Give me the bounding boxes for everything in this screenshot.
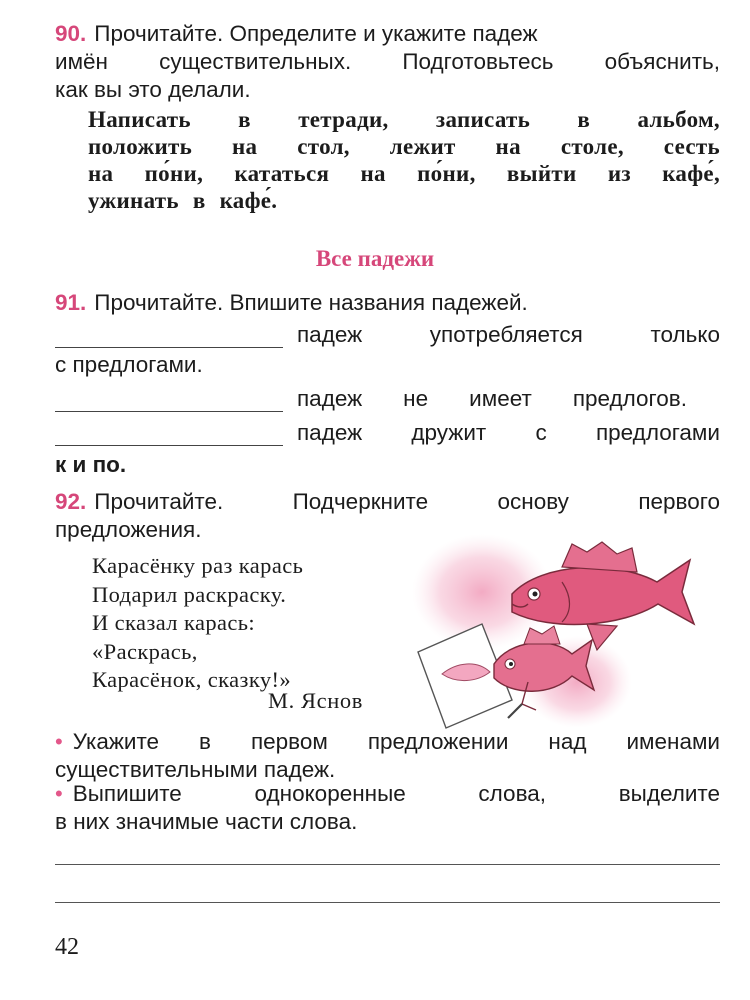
exercise-92-line-1: Прочитайте. Подчеркните основу первого: [94, 489, 720, 514]
word: из: [607, 161, 631, 186]
word: кафе́.: [219, 188, 278, 213]
word: в: [577, 107, 591, 132]
exercise-91-number: 91.: [55, 290, 87, 315]
exercise-92-number: 92.: [55, 489, 87, 514]
poem-line-5: Карасёнок, сказку!»: [92, 667, 292, 692]
word: падеж: [297, 386, 363, 411]
word: Написать: [88, 107, 191, 132]
exercise-90-line-1: Прочитайте. Определите и укажите падеж: [94, 21, 538, 46]
task-1-line-2: существительными падеж.: [55, 757, 336, 782]
task-2: [55, 780, 720, 836]
phrase-line-1: [88, 106, 720, 133]
task-2-line-2: в них значимые части слова.: [55, 809, 358, 834]
exercise-91-text: Прочитайте. Впишите названия падежей.: [94, 290, 528, 315]
word: ужинать: [88, 188, 179, 213]
word: на: [360, 161, 386, 186]
poem-author: М. Яснов: [268, 688, 363, 713]
fill-row-1-continuation: с предлогами.: [55, 352, 203, 377]
task-1-line-1: Укажите в первом предложении над именами: [72, 729, 720, 754]
word: употребляется: [429, 322, 583, 347]
section-title: Все падежи: [315, 246, 435, 271]
exercise-90-number: 90.: [55, 21, 87, 46]
answer-blank-2[interactable]: [55, 389, 283, 412]
exercise-90-phrases: [88, 106, 720, 214]
fill-row-1: [55, 322, 720, 348]
word: имеет: [469, 386, 532, 411]
word: записать: [435, 107, 531, 132]
exercise-92-line-2: предложения.: [55, 517, 202, 542]
bullet-icon: •: [55, 781, 63, 806]
exercise-90-line-3: как вы это делали.: [55, 77, 251, 102]
fill-row-3-continuation: к и по.: [55, 452, 127, 477]
fill-row-3: [55, 420, 720, 446]
word: на: [495, 134, 521, 159]
phrase-line-3: [88, 160, 720, 187]
word: положить: [88, 134, 193, 159]
word: с: [535, 420, 547, 445]
fill-row-2: [55, 386, 720, 412]
word: по́ни,: [417, 161, 476, 186]
word: предлогов.: [572, 386, 687, 411]
word: кафе́,: [662, 161, 720, 186]
fish-illustration: [412, 532, 702, 732]
poem: [92, 552, 303, 695]
bullet-icon: •: [55, 729, 63, 754]
task-2-line-1: Выпишите однокоренные слова, выделите: [72, 781, 720, 806]
word: тетради,: [298, 107, 389, 132]
word: на: [88, 161, 114, 186]
answer-line-2[interactable]: [55, 902, 720, 903]
answer-blank-1[interactable]: [55, 325, 283, 348]
word: в: [192, 188, 206, 213]
word: сесть: [663, 134, 720, 159]
word: столе,: [560, 134, 624, 159]
poem-line-2: Подарил раскраску.: [92, 581, 287, 607]
poem-line-1: Карасёнку раз карась: [92, 553, 304, 578]
answer-blank-3[interactable]: [55, 423, 283, 446]
phrase-line-4: [88, 187, 720, 214]
answer-line-1[interactable]: [55, 864, 720, 865]
word: в: [238, 107, 251, 132]
page-number: 42: [55, 934, 79, 960]
word: выйти: [506, 161, 577, 186]
poem-line-3: И сказал карась:: [92, 610, 256, 635]
exercise-90-instruction: [55, 20, 720, 104]
word: дружит: [411, 420, 487, 445]
word: падеж: [297, 420, 363, 445]
poem-line-4: «Раскрась,: [92, 638, 198, 664]
word: только: [650, 322, 720, 347]
word: альбом,: [637, 107, 720, 132]
word: не: [403, 386, 429, 411]
task-1: [55, 728, 720, 784]
exercise-90-line-2: имён существительных. Подготовьтесь объяснить,: [55, 49, 720, 74]
word: по́ни,: [144, 161, 204, 186]
word: стол,: [297, 134, 350, 159]
word: предлогами: [595, 420, 720, 445]
exercise-91-instruction: [55, 290, 720, 316]
word: кататься: [234, 161, 330, 186]
word: падеж: [297, 322, 363, 347]
word: лежит: [389, 134, 456, 159]
word: на: [232, 134, 258, 159]
phrase-line-2: [88, 133, 720, 160]
